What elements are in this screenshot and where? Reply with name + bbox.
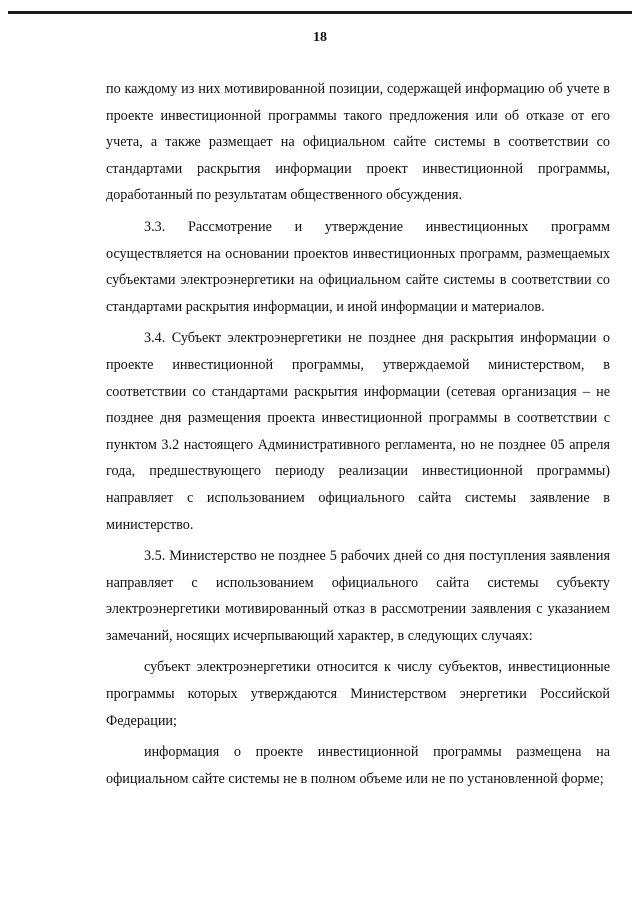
top-border-line bbox=[8, 11, 632, 14]
paragraph-3-3: 3.3. Рассмотрение и утверждение инвестиционных программ осуществляется на основании проектов инвестиционных программ, размещаемых субъектами электроэнергетики на официальном сайте системы в соответствии со стандартами раскрытия информации, и иной информации и материалов. bbox=[106, 218, 610, 315]
list-item-case-2: информация о проекте инвестиционной программы размещена на официальном сайте системы не в полном объеме или не по установленной форме; bbox=[106, 744, 610, 787]
paragraph-3-5: 3.5. Министерство не позднее 5 рабочих дней со дня поступления заявления направляет с использованием официального сайта системы субъекту электроэнергетики мотивированный отказ в рассмотрении заявления с указанием замечаний, носящих исчерпывающий характер, в следующих случаях: bbox=[106, 548, 610, 644]
list-item-case-1: субъект электроэнергетики относится к числу субъектов, инвестиционные программы которых утверждаются Министерством энергетики Российской Федерации; bbox=[106, 659, 610, 729]
paragraph-continuation: по каждому из них мотивированной позиции, содержащей информацию об учете в проекте инвестиционной программы такого предложения или об отказе от его учета, а также размещает на официальном сайте системы в соответствии со стандартами раскрытия информации проект инвестиционной программы, доработанный по результатам общественного обсуждения. bbox=[106, 81, 610, 204]
paragraph-3-4: 3.4. Субъект электроэнергетики не позднее дня раскрытия информации о проекте инвестиционной программы, утверждаемой министерством, в соответствии со стандартами раскрытия информации (сетевая организация – не позднее дня размещения проекта инвестиционной программы в соответствии с пунктом 3.2 настоящего Административного регламента, но не позднее 05 апреля года, предшествующего периоду реализации инвестиционной программы) направляет с использованием официального сайта системы заявление в министерство. bbox=[106, 330, 610, 533]
page-number: 18 bbox=[313, 30, 327, 45]
document-body bbox=[106, 76, 610, 797]
